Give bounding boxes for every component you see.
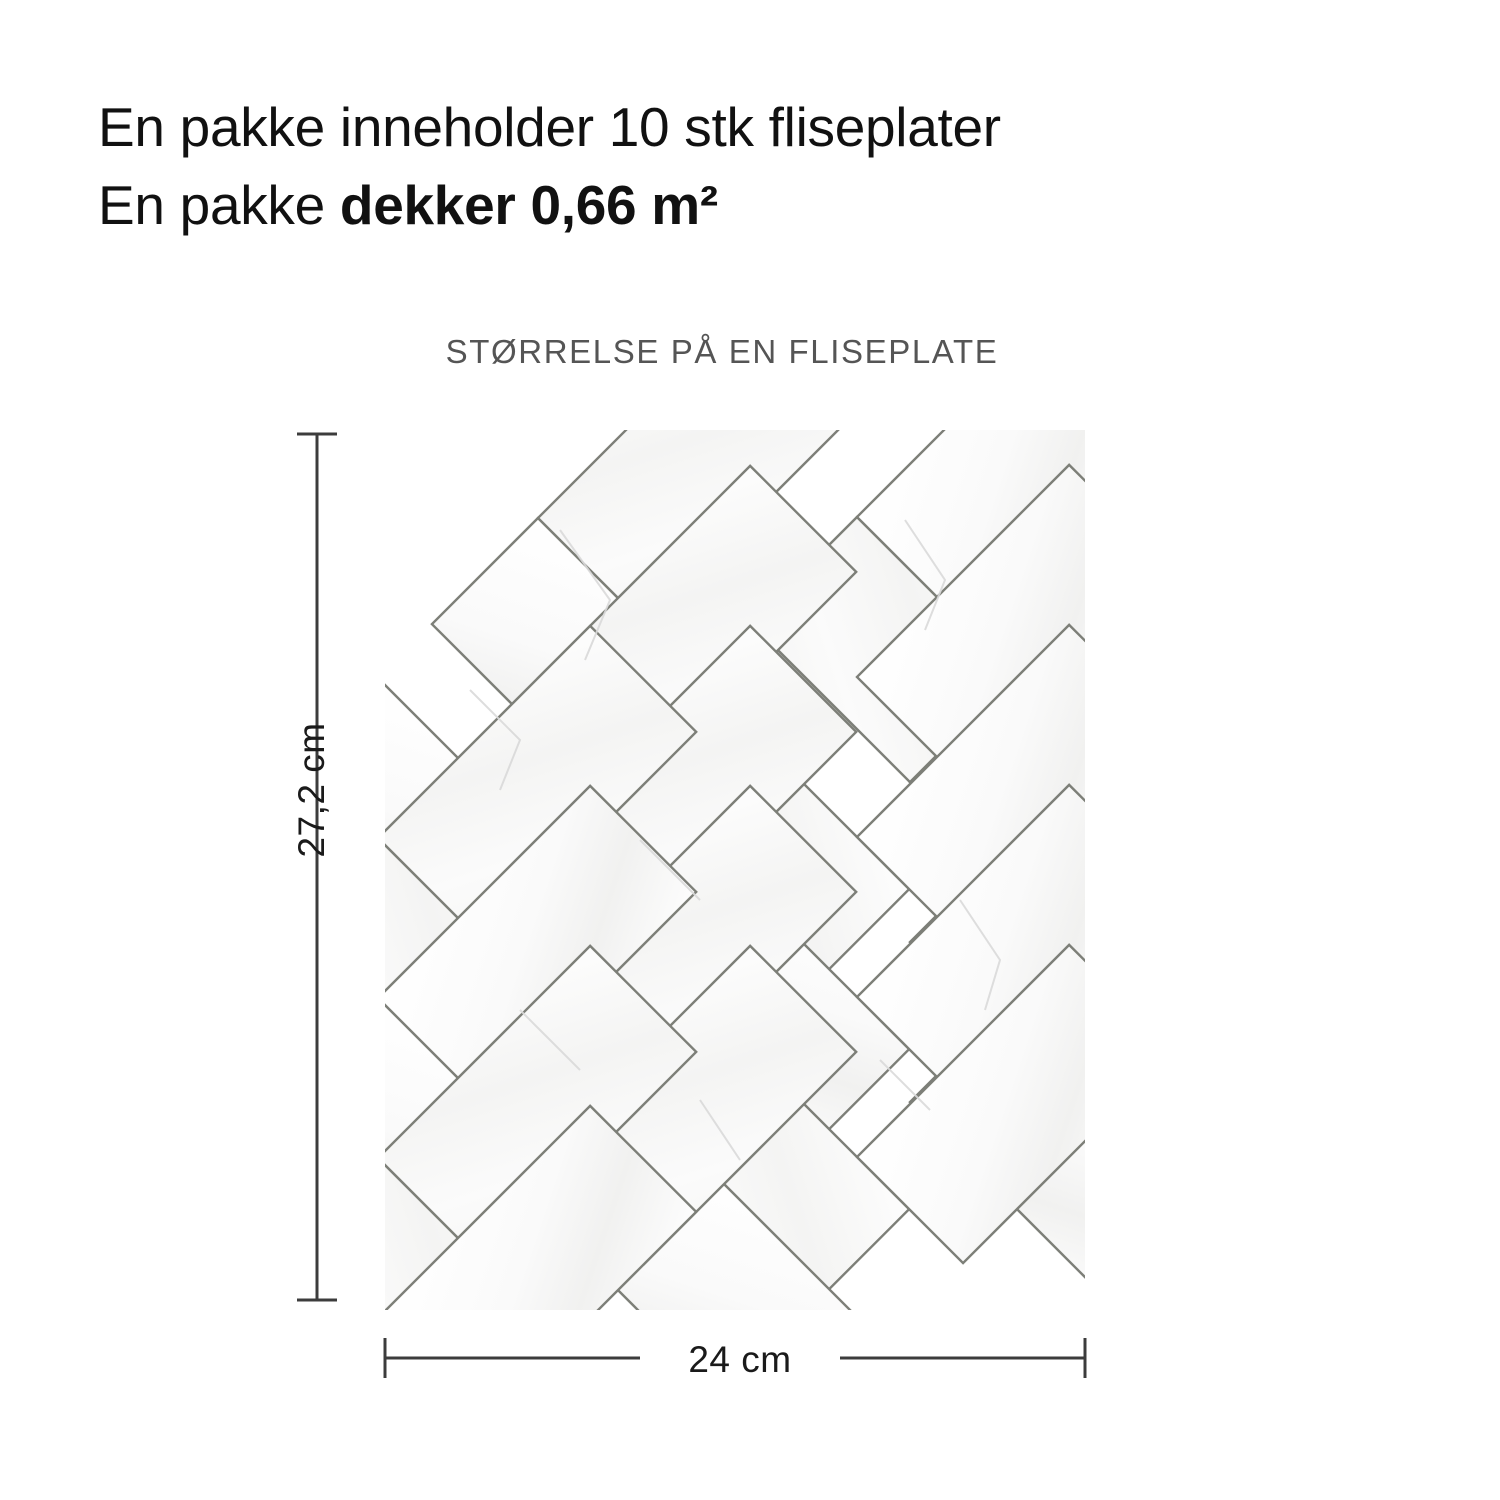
heading-line-quantity: En pakke inneholder 10 stk fliseplater	[98, 96, 1001, 158]
heading-coverage-value: dekker 0,66 m²	[339, 174, 718, 237]
diagram-subtitle-text: STØRRELSE PÅ EN FLISEPLATE	[445, 333, 999, 370]
heading-coverage-prefix: En pakke	[98, 174, 340, 237]
herringbone-tile-group	[272, 305, 1228, 1476]
width-dimension-label: 24 cm	[688, 1339, 792, 1380]
height-dimension-label: 27,2 cm	[291, 722, 332, 858]
